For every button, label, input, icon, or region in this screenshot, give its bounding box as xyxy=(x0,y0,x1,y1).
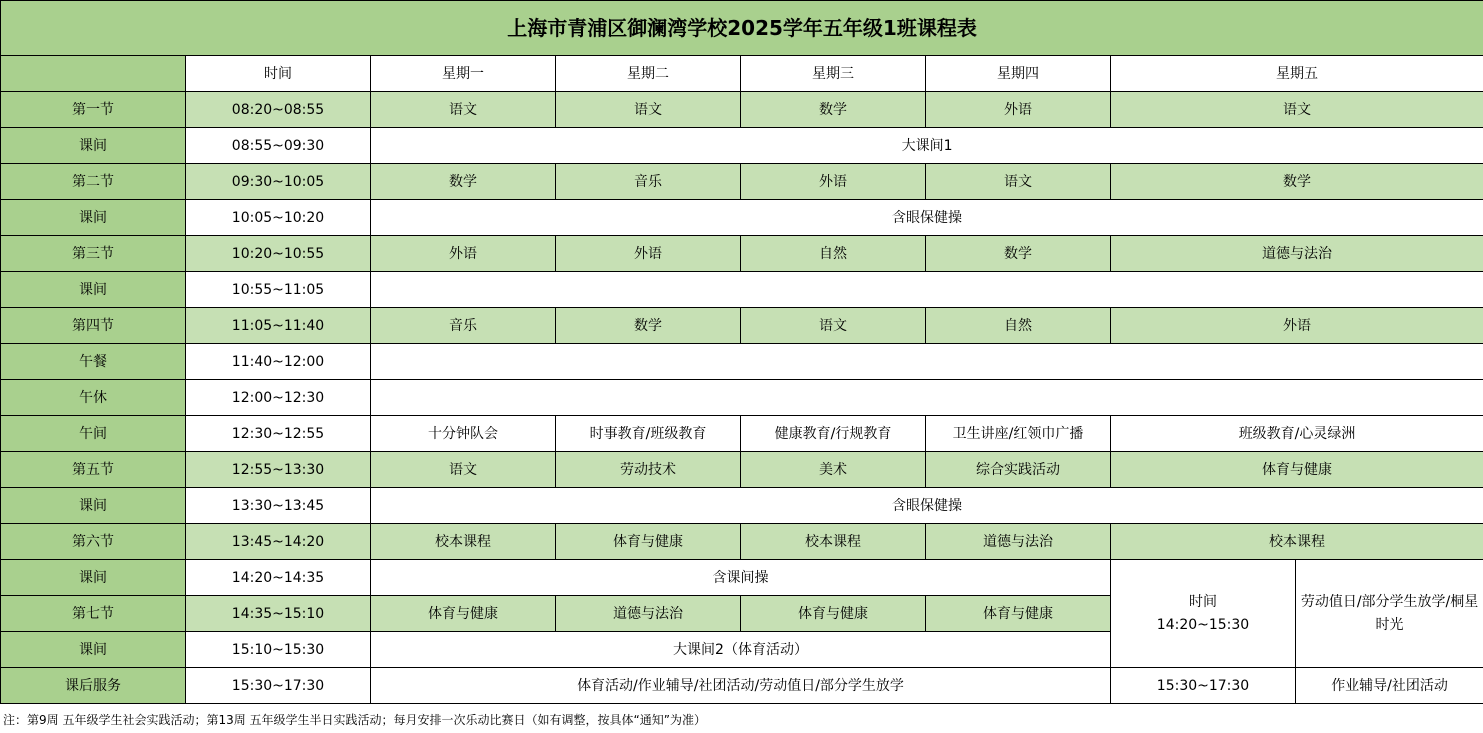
header-day: 星期四 xyxy=(926,56,1111,92)
subject-cell: 健康教育/行规教育 xyxy=(741,416,926,452)
row-label: 第二节 xyxy=(1,164,186,200)
row-time: 10:20~10:55 xyxy=(186,236,371,272)
lunch-row xyxy=(1,344,1483,380)
break-row xyxy=(1,488,1483,524)
row-time: 14:20~14:35 xyxy=(186,560,371,596)
row-time: 14:35~15:10 xyxy=(186,596,371,632)
break-row xyxy=(1,560,1483,596)
row-label: 课间 xyxy=(1,272,186,308)
subject-cell: 音乐 xyxy=(556,164,741,200)
header-corner xyxy=(1,56,186,92)
subject-cell: 数学 xyxy=(1111,164,1483,200)
subject-cell: 体育与健康 xyxy=(1111,452,1483,488)
break-activity: 含眼保健操 xyxy=(371,200,1483,236)
row-time: 10:55~11:05 xyxy=(186,272,371,308)
subject-cell: 体育与健康 xyxy=(371,596,556,632)
subject-cell: 语文 xyxy=(371,452,556,488)
friday-after-time: 15:30~17:30 xyxy=(1111,668,1296,704)
subject-cell: 数学 xyxy=(371,164,556,200)
break-row xyxy=(1,200,1483,236)
subject-cell: 音乐 xyxy=(371,308,556,344)
row-time: 09:30~10:05 xyxy=(186,164,371,200)
row-time: 08:20~08:55 xyxy=(186,92,371,128)
after-school-activity: 体育活动/作业辅导/社团活动/劳动值日/部分学生放学 xyxy=(371,668,1111,704)
break-activity: 大课间1 xyxy=(371,128,1483,164)
subject-cell: 道德与法治 xyxy=(556,596,741,632)
subject-cell: 数学 xyxy=(556,308,741,344)
subject-cell: 自然 xyxy=(741,236,926,272)
subject-cell: 自然 xyxy=(926,308,1111,344)
row-label: 午休 xyxy=(1,380,186,416)
row-time: 12:55~13:30 xyxy=(186,452,371,488)
row-label: 第三节 xyxy=(1,236,186,272)
subject-cell: 外语 xyxy=(371,236,556,272)
subject-cell: 数学 xyxy=(741,92,926,128)
row-time: 11:05~11:40 xyxy=(186,308,371,344)
break-activity: 大课间2（体育活动） xyxy=(371,632,1111,668)
subject-cell: 劳动技术 xyxy=(556,452,741,488)
break-activity xyxy=(371,380,1483,416)
subject-cell: 道德与法治 xyxy=(926,524,1111,560)
row-label: 课间 xyxy=(1,632,186,668)
subject-cell: 校本课程 xyxy=(741,524,926,560)
header-day: 星期二 xyxy=(556,56,741,92)
header-day: 星期五 xyxy=(1111,56,1483,92)
footnote: 注：第9周 五年级学生社会实践活动；第13周 五年级学生半日实践活动；每月安排一次乐动比赛日（如有调整，按具体“通知”为准） xyxy=(3,713,706,727)
subject-cell: 数学 xyxy=(926,236,1111,272)
row-label: 第七节 xyxy=(1,596,186,632)
break-activity: 含眼保健操 xyxy=(371,488,1483,524)
subject-cell: 道德与法治 xyxy=(1111,236,1483,272)
row-label: 第六节 xyxy=(1,524,186,560)
header-time: 时间 xyxy=(186,56,371,92)
row-label: 课间 xyxy=(1,488,186,524)
subject-cell: 外语 xyxy=(926,92,1111,128)
row-label: 课后服务 xyxy=(1,668,186,704)
friday-block-time-value: 14:20~15:30 xyxy=(1156,616,1250,633)
friday-block-time xyxy=(1111,560,1296,668)
header-day: 星期一 xyxy=(371,56,556,92)
rest-row xyxy=(1,380,1483,416)
subject-cell: 美术 xyxy=(741,452,926,488)
period-row xyxy=(1,164,1483,200)
subject-cell: 语文 xyxy=(371,92,556,128)
break-row xyxy=(1,128,1483,164)
period-row xyxy=(1,524,1483,560)
row-label: 课间 xyxy=(1,128,186,164)
schedule-title: 上海市青浦区御澜湾学校2025学年五年级1班课程表 xyxy=(1,1,1483,56)
row-label: 第一节 xyxy=(1,92,186,128)
noon-row xyxy=(1,416,1483,452)
subject-cell: 体育与健康 xyxy=(556,524,741,560)
subject-cell: 外语 xyxy=(741,164,926,200)
subject-cell: 时事教育/班级教育 xyxy=(556,416,741,452)
row-label: 午间 xyxy=(1,416,186,452)
subject-cell: 语文 xyxy=(556,92,741,128)
row-label: 课间 xyxy=(1,560,186,596)
period-row xyxy=(1,452,1483,488)
after-school-row xyxy=(1,668,1483,704)
break-activity: 含课间操 xyxy=(371,560,1111,596)
row-label: 课间 xyxy=(1,200,186,236)
header-row xyxy=(1,56,1483,92)
period-row xyxy=(1,236,1483,272)
header-day: 星期三 xyxy=(741,56,926,92)
subject-cell: 语文 xyxy=(926,164,1111,200)
row-time: 13:45~14:20 xyxy=(186,524,371,560)
row-time: 12:00~12:30 xyxy=(186,380,371,416)
period-row xyxy=(1,308,1483,344)
friday-block-activity: 劳动值日/部分学生放学/桐星时光 xyxy=(1296,560,1483,668)
row-time: 13:30~13:45 xyxy=(186,488,371,524)
subject-cell: 语文 xyxy=(1111,92,1483,128)
row-time: 08:55~09:30 xyxy=(186,128,371,164)
subject-cell: 综合实践活动 xyxy=(926,452,1111,488)
break-activity xyxy=(371,344,1483,380)
row-label: 第四节 xyxy=(1,308,186,344)
row-time: 11:40~12:00 xyxy=(186,344,371,380)
subject-cell: 外语 xyxy=(556,236,741,272)
period-row xyxy=(1,92,1483,128)
row-time: 10:05~10:20 xyxy=(186,200,371,236)
subject-cell: 外语 xyxy=(1111,308,1483,344)
subject-cell: 校本课程 xyxy=(1111,524,1483,560)
subject-cell: 体育与健康 xyxy=(926,596,1111,632)
row-time: 15:30~17:30 xyxy=(186,668,371,704)
subject-cell: 班级教育/心灵绿洲 xyxy=(1111,416,1483,452)
row-time: 15:10~15:30 xyxy=(186,632,371,668)
row-label: 第五节 xyxy=(1,452,186,488)
subject-cell: 体育与健康 xyxy=(741,596,926,632)
row-label: 午餐 xyxy=(1,344,186,380)
subject-cell: 校本课程 xyxy=(371,524,556,560)
friday-block-time-label: 时间 xyxy=(1189,593,1217,610)
friday-after-activity: 作业辅导/社团活动 xyxy=(1296,668,1483,704)
subject-cell: 卫生讲座/红领巾广播 xyxy=(926,416,1111,452)
subject-cell: 十分钟队会 xyxy=(371,416,556,452)
row-time: 12:30~12:55 xyxy=(186,416,371,452)
break-row xyxy=(1,272,1483,308)
break-activity xyxy=(371,272,1483,308)
subject-cell: 语文 xyxy=(741,308,926,344)
